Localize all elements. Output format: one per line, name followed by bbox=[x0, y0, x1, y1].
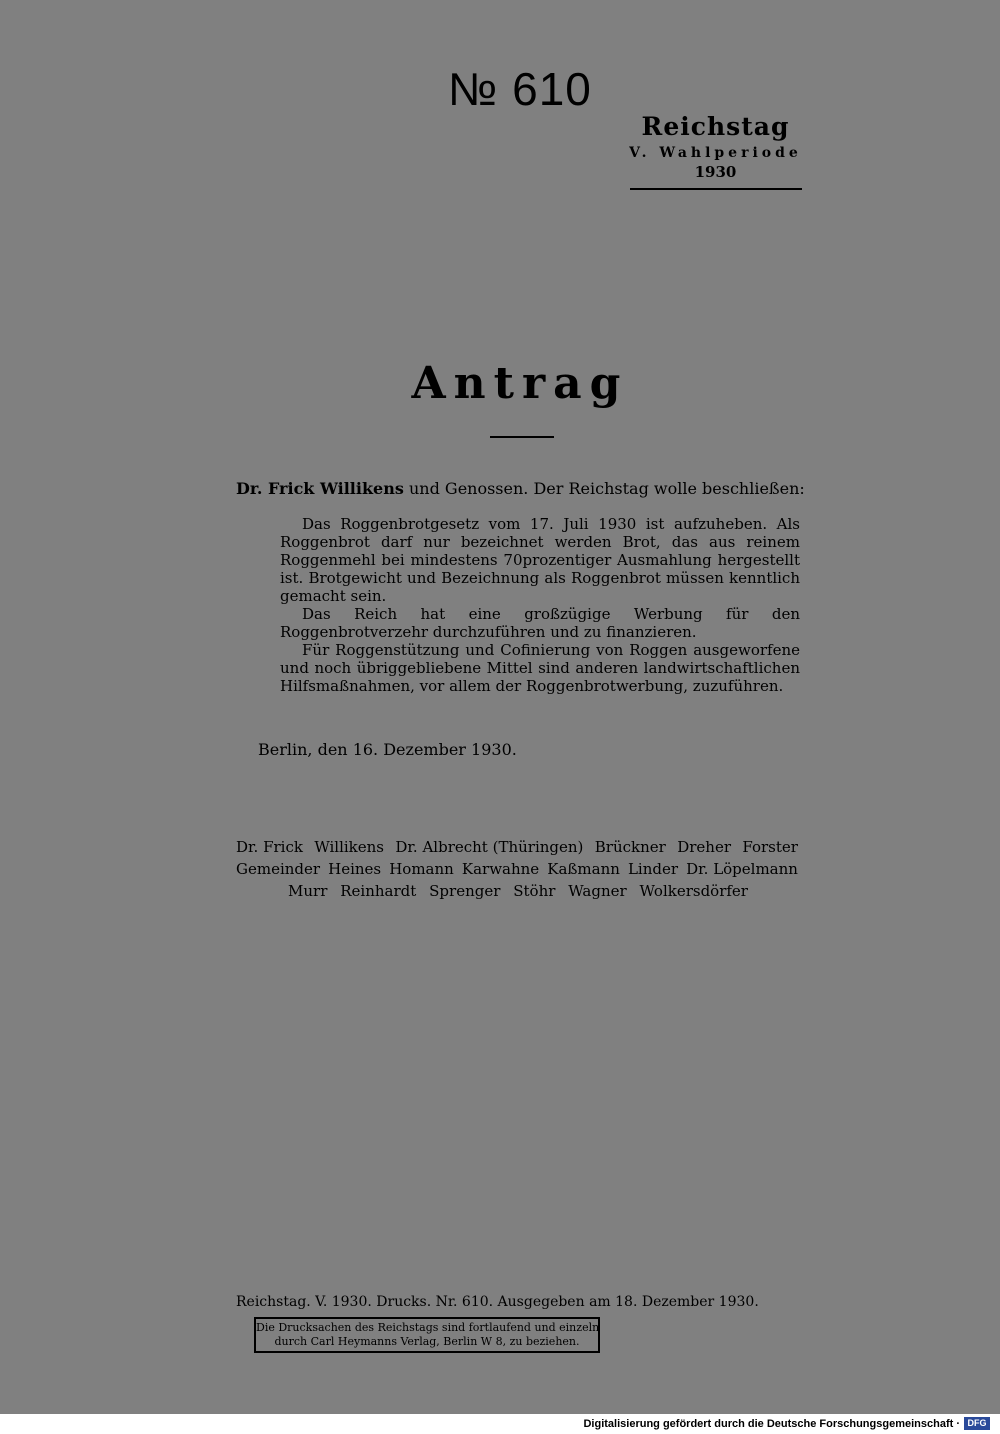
document-title: Antrag bbox=[411, 358, 629, 409]
sales-note-line: Die Drucksachen des Reichstags sind fortlaufend und einzeln bbox=[256, 1321, 600, 1334]
publication-info: Reichstag. V. 1930. Drucks. Nr. 610. Ausgegeben am 18. Dezember 1930. bbox=[236, 1294, 759, 1310]
signatory-name: Wagner bbox=[568, 882, 627, 900]
signatory-name: Gemeinder bbox=[236, 860, 321, 878]
dfg-logo: DFG bbox=[964, 1417, 990, 1430]
signatory-name: Homann bbox=[389, 860, 454, 878]
dateline: Berlin, den 16. Dezember 1930. bbox=[258, 740, 517, 759]
signatory-row bbox=[236, 836, 798, 858]
sales-note-line: durch Carl Heymanns Verlag, Berlin W 8, zu beziehen. bbox=[274, 1335, 580, 1348]
signatory-name: Linder bbox=[627, 860, 679, 878]
signatory-row bbox=[236, 880, 798, 902]
election-period: V. Wahlperiode bbox=[629, 145, 802, 161]
intro-line bbox=[236, 479, 805, 498]
sales-note-box bbox=[254, 1317, 600, 1353]
footer-credit: Digitalisierung gefördert durch die Deutsche Forschungsgemeinschaft · bbox=[583, 1418, 960, 1430]
signatory-name: Stöhr bbox=[513, 882, 556, 900]
signatory-name: Dr. Löpelmann bbox=[686, 860, 798, 878]
reichstag-header bbox=[628, 112, 803, 190]
signatory-name: Karwahne bbox=[461, 860, 540, 878]
signatory-name: Wolkersdörfer bbox=[639, 882, 748, 900]
motion-body bbox=[280, 515, 800, 695]
motion-paragraph: Für Roggenstützung und Cofinierung von Roggen ausgeworfene und noch übriggebliebene Mittel sind anderen landwirtschaftlichen Hilfsmaßnahmen, vor allem der Roggenbrotwerbung, zuzuführen. bbox=[280, 641, 800, 695]
signatory-name: Willikens bbox=[314, 838, 384, 856]
intro-authors: Dr. Frick Willikens bbox=[236, 479, 404, 498]
title-divider bbox=[490, 436, 554, 438]
motion-paragraph: Das Reich hat eine großzügige Werbung für den Roggenbrotverzehr durchzuführen und zu finanzieren. bbox=[280, 605, 800, 641]
header-rule bbox=[630, 188, 802, 190]
signatory-name: Dr. Frick bbox=[236, 838, 303, 856]
signatory-name: Reinhardt bbox=[340, 882, 417, 900]
signatories bbox=[236, 836, 798, 902]
signatory-name: Murr bbox=[288, 882, 328, 900]
signatory-name: Sprenger bbox=[429, 882, 501, 900]
reichstag-title: Reichstag bbox=[641, 112, 790, 141]
signatory-name: Brückner bbox=[594, 838, 666, 856]
signatory-name: Forster bbox=[742, 838, 798, 856]
signatory-row bbox=[236, 858, 798, 880]
intro-text: und Genossen. Der Reichstag wolle beschließen: bbox=[408, 479, 805, 498]
year: 1930 bbox=[694, 163, 737, 181]
document-number: № 610 bbox=[448, 63, 592, 115]
motion-paragraph: Das Roggenbrotgesetz vom 17. Juli 1930 ist aufzuheben. Als Roggenbrot darf nur bezeichnet werden Brot, das aus reinem Roggenmehl bei mindestens 70prozentiger Ausmahlung hergestellt ist. Brotgewicht und Bezeichnung als Roggenbrot müssen kenntlich gemacht sein. bbox=[280, 515, 800, 605]
signatory-name: Kaßmann bbox=[547, 860, 620, 878]
signatory-name: Dreher bbox=[677, 838, 732, 856]
signatory-name: Heines bbox=[328, 860, 382, 878]
signatory-name: Dr. Albrecht (Thüringen) bbox=[395, 838, 584, 856]
